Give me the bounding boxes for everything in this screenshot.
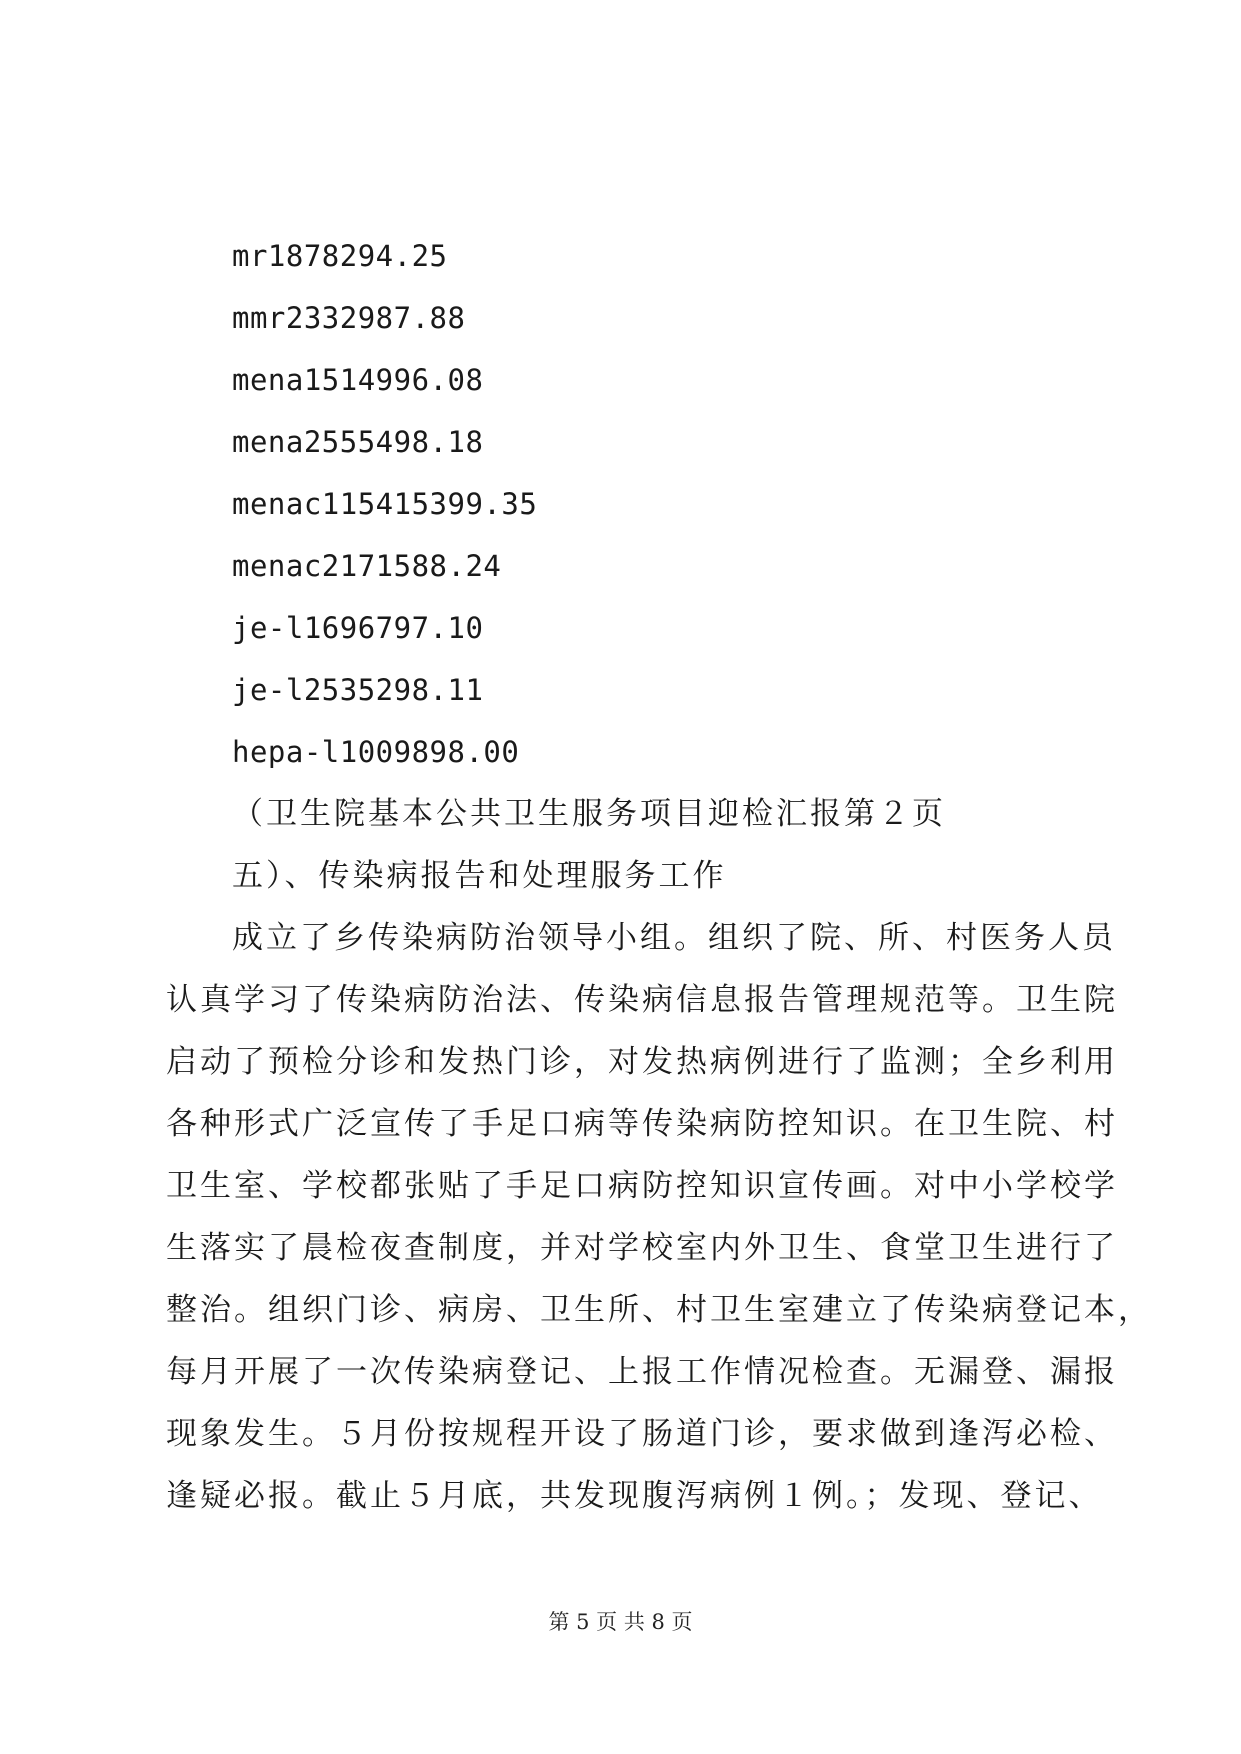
paragraph-line: 卫生室、学校都张贴了手足口病防控知识宣传画。对中小学校学	[166, 1168, 1118, 1204]
paragraph-line: 成立了乡传染病防治领导小组。组织了院、所、村医务人员	[232, 920, 1116, 956]
paragraph-line: 生落实了晨检夜查制度，并对学校室内外卫生、食堂卫生进行了	[166, 1230, 1118, 1266]
data-line: mena2555498.18	[232, 425, 484, 459]
paragraph-line: 整治。组织门诊、病房、卫生所、村卫生室建立了传染病登记本，	[166, 1292, 1152, 1328]
data-line: hepa-l1009898.00	[232, 735, 520, 769]
data-line: mmr2332987.88	[232, 301, 466, 335]
paragraph-line: 现象发生。５月份按规程开设了肠道门诊，要求做到逢泻必检、	[166, 1416, 1118, 1452]
data-line: mena1514996.08	[232, 363, 484, 397]
section-heading: 五）、传染病报告和处理服务工作	[232, 858, 727, 894]
document-subtitle: （卫生院基本公共卫生服务项目迎检汇报第２页	[232, 796, 946, 832]
paragraph-line: 各种形式广泛宣传了手足口病等传染病防控知识。在卫生院、村	[166, 1106, 1118, 1142]
data-line: menac115415399.35	[232, 487, 538, 521]
data-line: je-l2535298.11	[232, 673, 484, 707]
paragraph-line: 每月开展了一次传染病登记、上报工作情况检查。无漏登、漏报	[166, 1354, 1118, 1390]
paragraph-line: 逢疑必报。截止５月底，共发现腹泻病例１例。；发现、登记、	[166, 1478, 1103, 1514]
data-line: menac2171588.24	[232, 549, 502, 583]
paragraph-line: 启动了预检分诊和发热门诊，对发热病例进行了监测；全乡利用	[166, 1044, 1118, 1080]
data-line: mr1878294.25	[232, 239, 448, 273]
page-number-footer: 第 5 页 共 8 页	[548, 1610, 693, 1634]
data-line: je-l1696797.10	[232, 611, 484, 645]
paragraph-line: 认真学习了传染病防治法、传染病信息报告管理规范等。卫生院	[166, 982, 1118, 1018]
